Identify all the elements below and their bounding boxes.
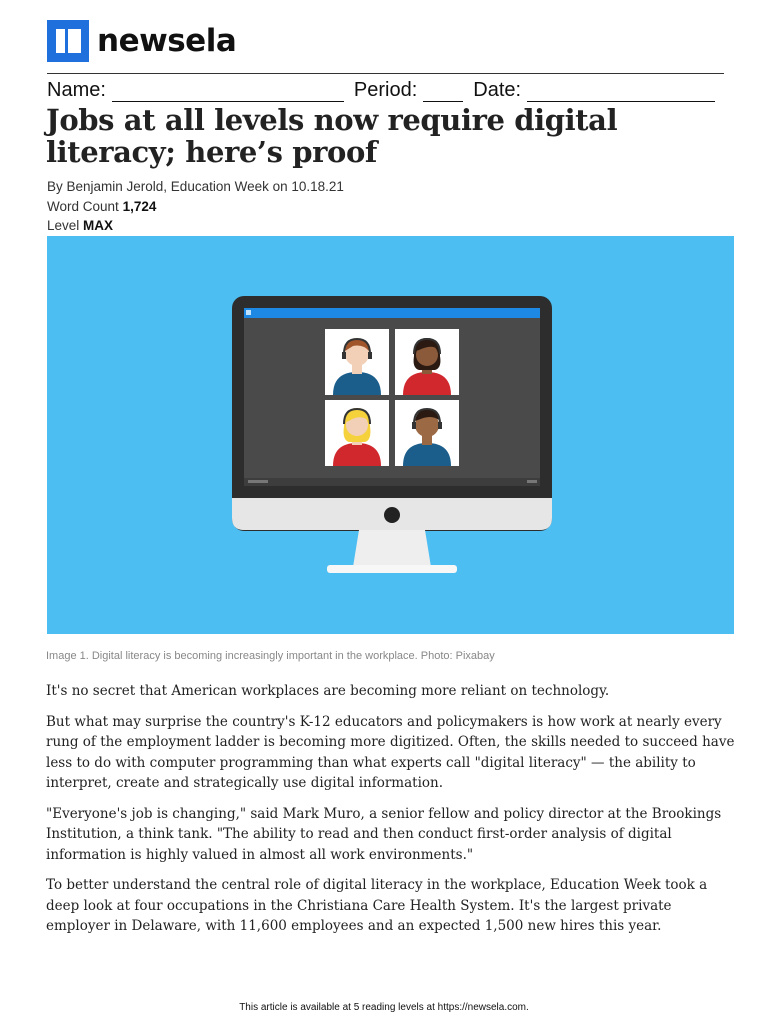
newsela-logo-mark <box>47 20 89 62</box>
paragraph: "Everyone's job is changing," said Mark Muro, a senior fellow and policy director at the Brookings Institution, a think tank. "The ability to read and then conduct first-order analysis of digital information is highly valued in almost all work environments." <box>46 805 722 863</box>
computer-video-call-illustration <box>47 236 734 634</box>
word-count <box>47 197 344 217</box>
level-label: Level <box>47 218 80 233</box>
monitor-screen <box>244 308 540 486</box>
hero-illustration <box>47 236 734 634</box>
reading-level <box>47 216 344 236</box>
brand-name: newsela <box>97 23 237 59</box>
article-body <box>46 681 736 947</box>
paragraph: But what may surprise the country's K-12 educators and policymakers is how work at nearly every rung of the employment ladder is becoming more digitized. Often, the skills needed to succeed have less to do with computer programming than what experts call "digital literacy" — the ability to interpret, create and strategically use digital information. <box>46 713 735 791</box>
page-footer: This article is available at 5 reading levels at https://newsela.com. <box>239 1002 529 1013</box>
monitor-stand <box>353 530 431 567</box>
word-count-value: 1,724 <box>122 198 157 214</box>
article-title: Jobs at all levels now require digital literacy; here’s proof <box>46 103 618 169</box>
date-blank <box>527 81 715 102</box>
person-tile-1 <box>325 329 389 395</box>
newsela-logo[interactable] <box>47 20 236 62</box>
paragraph: To better understand the central role of digital literacy in the workplace, Education Week took a deep look at four occupations in the Christiana Care Health System. It's the largest private employer in Delaware, with 11,600 employees and an expected 1,500 new hires this year. <box>46 877 708 934</box>
person-tile-3 <box>325 400 389 466</box>
window-titlebar <box>244 308 540 318</box>
date-label: Date: <box>473 79 522 101</box>
period-blank <box>423 81 463 102</box>
student-info-line <box>47 73 724 102</box>
monitor-base <box>327 565 457 573</box>
byline: By Benjamin Jerold, Education Week on 10.18.21 <box>47 179 344 194</box>
level-value: MAX <box>83 218 114 233</box>
person-tile-4 <box>395 400 459 466</box>
name-blank <box>112 81 344 102</box>
person-tile-2 <box>395 329 459 395</box>
camera-icon <box>384 507 400 523</box>
name-label: Name: <box>47 79 106 101</box>
image-caption: Image 1. Digital literacy is becoming increasingly important in the workplace. Photo: Pixabay <box>46 650 495 662</box>
word-count-label: Word Count <box>47 198 119 214</box>
period-label: Period: <box>353 79 418 101</box>
paragraph: It's no secret that American workplaces are becoming more reliant on technology. <box>46 683 610 699</box>
article-meta <box>47 177 344 236</box>
